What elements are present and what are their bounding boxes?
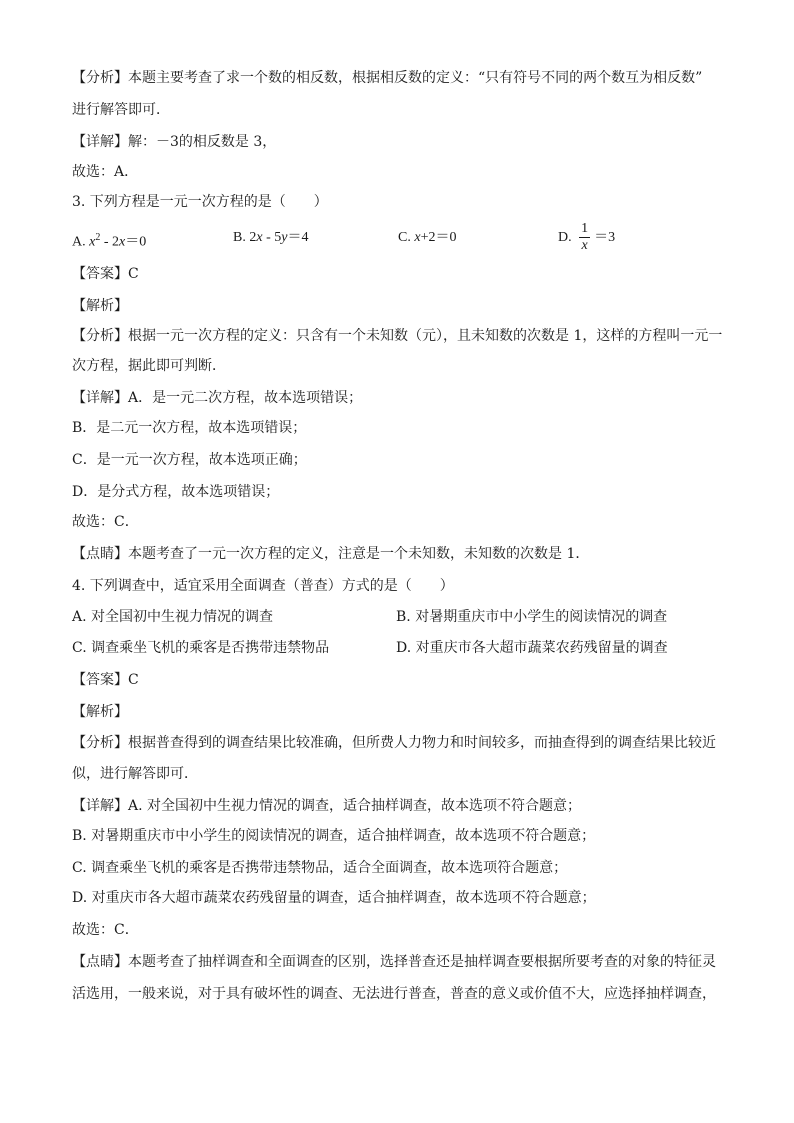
analysis-line: 【分析】根据一元一次方程的定义：只含有一个未知数（元），且未知数的次数是 1，这样的方程叫一元一: [72, 328, 723, 344]
analysis-line: 【分析】根据普查得到的调查结果比较准确，但所费人力物力和时间较多，而抽查得到的调查结果比较近: [72, 735, 716, 751]
detail-line: C．是一元一次方程，故本选项正确；: [72, 452, 307, 468]
detail-line: 【详解】A．是一元二次方程，故本选项错误；: [72, 390, 363, 406]
analysis-line-cont: 似，进行解答即可．: [72, 766, 198, 782]
question-4-stem: 4. 下列调查中，适宜采用全面调查（普查）方式的是（ ）: [72, 578, 454, 594]
explanation-tag: 【解析】: [72, 704, 128, 720]
q4-option-d: D. 对重庆市各大超市蔬菜农药残留量的调查: [396, 640, 668, 656]
q3-option-a: A. $x^2 - 2x=0$: [72, 232, 147, 250]
q4-option-b: B. 对暑期重庆市中小学生的阅读情况的调查: [396, 609, 668, 625]
detail-line: 【详解】A. 对全国初中生视力情况的调查，适合抽样调查，故本选项不符合题意；: [72, 798, 582, 814]
remark-line: 【点睛】本题考查了抽样调查和全面调查的区别，选择普查还是抽样调查要根据所要考查的对象的特征灵: [72, 954, 716, 970]
detail-line: D．是分式方程，故本选项错误；: [72, 484, 280, 500]
detail-line: D. 对重庆市各大超市蔬菜农药残留量的调查，适合抽样调查，故本选项不符合题意；: [72, 890, 596, 906]
analysis-line-cont: 次方程，据此即可判断．: [72, 358, 226, 374]
analysis-line-cont: 进行解答即可．: [72, 102, 170, 118]
q3-option-d: D. $\frac{1}{x}$ ＝3: [558, 221, 616, 254]
detail-line: 【详解】解：－3的相反数是 3，: [72, 134, 277, 150]
fraction-one-over-x: $\frac{1}{x}$: [581, 221, 589, 254]
q3-option-b: B. 2x - 5y＝4: [233, 230, 309, 245]
explanation-tag: 【解析】: [72, 298, 128, 314]
answer-tag: 【答案】C: [72, 672, 139, 688]
remark-line-cont: 活选用，一般来说，对于具有破坏性的调查、无法进行普查，普查的意义或价值不大，应选择抽样调查，: [72, 986, 716, 1002]
answer-choice-line: 故选：C．: [72, 922, 139, 938]
detail-line: B．是二元一次方程，故本选项错误；: [72, 420, 307, 436]
detail-line: C. 调查乘坐飞机的乘客是否携带违禁物品，适合全面调查，故本选项符合题意；: [72, 860, 568, 876]
analysis-line: 【分析】本题主要考查了求一个数的相反数，根据相反数的定义：“只有符号不同的两个数互为相反数”: [72, 70, 703, 86]
answer-tag: 【答案】C: [72, 266, 139, 282]
q4-option-c: C. 调查乘坐飞机的乘客是否携带违禁物品: [72, 640, 330, 656]
answer-choice-line: 故选：C．: [72, 514, 139, 530]
q4-option-a: A. 对全国初中生视力情况的调查: [72, 609, 274, 625]
q3-option-c: C. x+2＝0: [398, 230, 457, 245]
detail-line: B. 对暑期重庆市中小学生的阅读情况的调查，适合抽样调查，故本选项不符合题意；: [72, 828, 596, 844]
answer-choice-line: 故选：A．: [72, 164, 139, 180]
question-3-stem: 3. 下列方程是一元一次方程的是（ ）: [72, 194, 328, 210]
remark-line: 【点睛】本题考查了一元一次方程的定义，注意是一个未知数，未知数的次数是 1．: [72, 546, 590, 562]
